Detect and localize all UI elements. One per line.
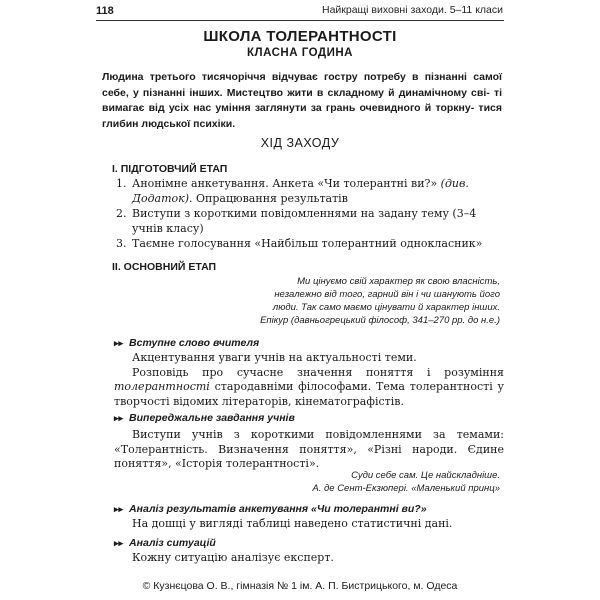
citation-line: Суди себе сам. Це найскладніше. [351, 470, 500, 481]
header-rule [96, 20, 504, 21]
sub3-paragraph [114, 517, 504, 532]
section-heading: ХІД ЗАХОДУ [260, 136, 340, 150]
subheading-text: Випереджальне завдання учнів [129, 412, 295, 424]
intro-line: Людина третього тисячоріччя відчуває гостру потребу в пізнанні самої [102, 71, 502, 83]
subheading-text: Аналіз ситуацій [129, 537, 216, 549]
subheading-task [114, 412, 295, 424]
list-text: Виступи з короткими повідомленнями на задану тему (3–4 учнів класу) [132, 207, 477, 235]
quote-line: незалежно від того, гарний він і чи шанують його [274, 289, 500, 300]
list-text: Таємне голосування «Найбільш толерантний однокласник» [132, 237, 483, 250]
stage2-heading: II. ОСНОВНИЙ ЕТАП [112, 261, 217, 273]
subheading-text: Вступне слово вчителя [129, 337, 260, 349]
subheading-text: Аналіз результатів анкетування «Чи толерантні ви?» [129, 503, 427, 515]
quote-line: люди. Так само маємо цінувати й характер інших. [272, 302, 500, 313]
citation [200, 469, 500, 495]
arrow-icon: ▸▸ [114, 338, 124, 348]
sub2-paragraph [114, 428, 504, 472]
intro-line: себе, у пізнанні інших. Мистецтво жити в складному й динамічному сві- [102, 86, 490, 99]
list-text: . Опрацювання результатів [189, 191, 348, 205]
list-number: 3. [116, 237, 127, 250]
quote-line: Ми цінуємо свій характер як свою власність, [297, 276, 500, 287]
arrow-icon: ▸▸ [114, 538, 124, 548]
list-text: Анонімне анкетування. Анкета «Чи толерантні ви?» [132, 177, 441, 190]
page-number: 118 [96, 5, 114, 17]
intro-paragraph [102, 70, 502, 132]
subheading-intro [114, 337, 259, 349]
running-header: Найкращі виховні заходи. 5–11 класи [321, 4, 503, 16]
arrow-icon: ▸▸ [114, 413, 124, 423]
page-title: ШКОЛА ТОЛЕРАНТНОСТІ [203, 28, 397, 45]
paragraph-text: Акцентування уваги учнів на актуальності теми. [132, 351, 417, 364]
paragraph-text: Кожну ситуацію аналізує експерт. [132, 551, 334, 564]
stage1-heading: I. ПІДГОТОВЧИЙ ЕТАП [112, 163, 228, 175]
citation-source: А. де Сент-Екзюпері. «Маленький принц» [312, 483, 500, 494]
author-footer: © Кузнєцова О. В., гімназія № 1 ім. А. П. Бистрицького, м. Одеса [142, 580, 458, 592]
paragraph-text: Розповідь про сучасне значення поняття і розуміння [132, 365, 504, 379]
arrow-icon: ▸▸ [114, 504, 124, 514]
epigraph-quote [200, 275, 500, 327]
list-item [116, 177, 506, 206]
list-reference: (див. Додаток) [132, 177, 469, 205]
paragraph-text: На дошці у вигляді таблиці наведено статистичні дані. [132, 517, 453, 530]
sub4-paragraph [114, 551, 504, 566]
emphasis-term: толерантності [114, 380, 210, 393]
list-item [116, 207, 506, 236]
sub1-paragraph [114, 351, 504, 409]
stage1-list [116, 177, 506, 252]
intro-line: ті вимагає від усіх нас уміння заглянути за грань очевидного й торкну- [102, 86, 502, 114]
subheading-situations [114, 537, 216, 549]
paragraph-text: стародавніми філософами. Тема толерантності у творчості відомих літераторів, кінематографістів. [114, 380, 504, 408]
intro-line: тися глибин людської психіки. [102, 102, 502, 130]
quote-attribution: Епікур (давньогрецький філософ, 341–270 рр. до н.е.) [260, 315, 500, 326]
list-number: 1. [116, 177, 127, 190]
page-subtitle: КЛАСНА ГОДИНА [247, 47, 353, 59]
list-item [116, 237, 506, 252]
paragraph-text: Виступи учнів з короткими повідомленнями за темами: «Толерантність. Визначення поняття», «Різні народи. Єдине поняття», «Історія толерантності». [114, 428, 504, 470]
subheading-survey [114, 503, 427, 515]
list-number: 2. [116, 207, 127, 220]
